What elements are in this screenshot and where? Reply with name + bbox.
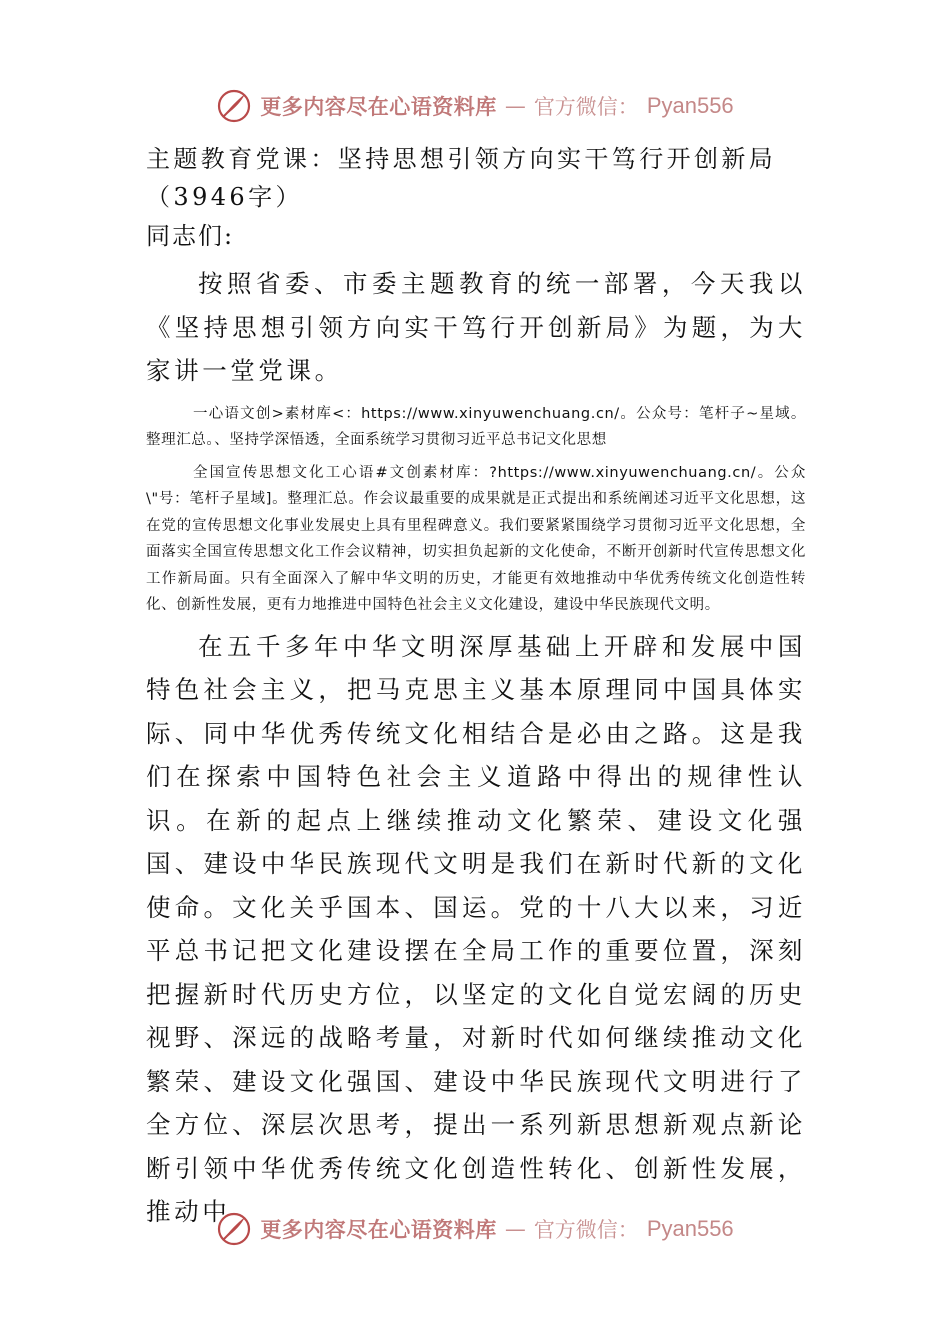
salutation: 同志们: <box>146 222 235 250</box>
banner-contact: Pyan556 <box>646 1216 734 1241</box>
paragraph-intro: 按照省委、市委主题教育的统一部署，今天我以《坚持思想引领方向实干笃行开创新局》为题，为大家讲一堂党课。 <box>146 269 806 385</box>
quill-circle-logo-icon <box>216 88 252 124</box>
header-banner <box>0 84 950 128</box>
banner-official-label: 官方微信： <box>533 1218 639 1242</box>
document-body <box>146 140 806 1234</box>
paragraph-main: 在五千多年中华文明深厚基础上开辟和发展中国特色社会主义，把马克思主义基本原理同中国具体实际、同中华优秀传统文化相结合是必由之路。这是我们在探索中国特色社会主义道路中得出的规律性认识。在新的起点上继续推动文化繁荣、建设文化强国、建设中华民族现代文明是我们在新时代新的文化使命。文化关乎国本、国运。党的十八大以来，习近平总书记把文化建设摆在全局工作的重要位置，深刻把握新时代历史方位，以坚定的文化自觉宏阔的历史视野、深远的战略考量，对新时代如何继续推动文化繁荣、建设文化强国、建设中华民族现代文明进行了全方位、深层次思考，提出一系列新思想新观点新论断引领中华优秀传统文化创造性转化、创新性发展，推动中 <box>146 631 806 1226</box>
banner-title: 更多内容尽在心语资料库 <box>260 95 497 119</box>
banner-title: 更多内容尽在心语资料库 <box>260 1218 497 1242</box>
paragraph-source-note: 一心语文创>素材库<：https://www.xinyuwenchuang.cn/。公众号：笔杆子~星域。整理汇总。、坚持学深悟透，全面系统学习贯彻习近平总书记文化思想 <box>146 405 806 448</box>
banner-contact: Pyan556 <box>646 93 734 118</box>
document-title: 主题教育党课：坚持思想引领方向实干笃行开创新局（3946字） <box>146 145 777 211</box>
banner-dash: — <box>504 94 526 118</box>
footer-banner <box>0 1207 950 1251</box>
quill-circle-logo-icon <box>216 1211 252 1247</box>
paragraph-conference-note: 全国宣传思想文化工心语#文创素材库：?https://www.xinyuwenchuang.cn/。公众\"号：笔杆子星域]。整理汇总。作会议最重要的成果就是正式提出和系统阐述习近平文化思想，这在党的宣传思想文化事业发展史上具有里程碑意义。我们要紧紧围绕学习贯彻习近平文化思想，全面落实全国宣传思想文化工作会议精神，切实担负起新的文化使命，不断开创新时代宣传思想文化工作新局面。只有全面深入了解中华文明的历史，才能更有效地推动中华优秀传统文化创造性转化、创新性发展，更有力地推进中国特色社会主义文化建设，建设中华民族现代文明。 <box>146 464 806 613</box>
banner-dash: — <box>504 1217 526 1241</box>
banner-official-label: 官方微信： <box>533 95 639 119</box>
